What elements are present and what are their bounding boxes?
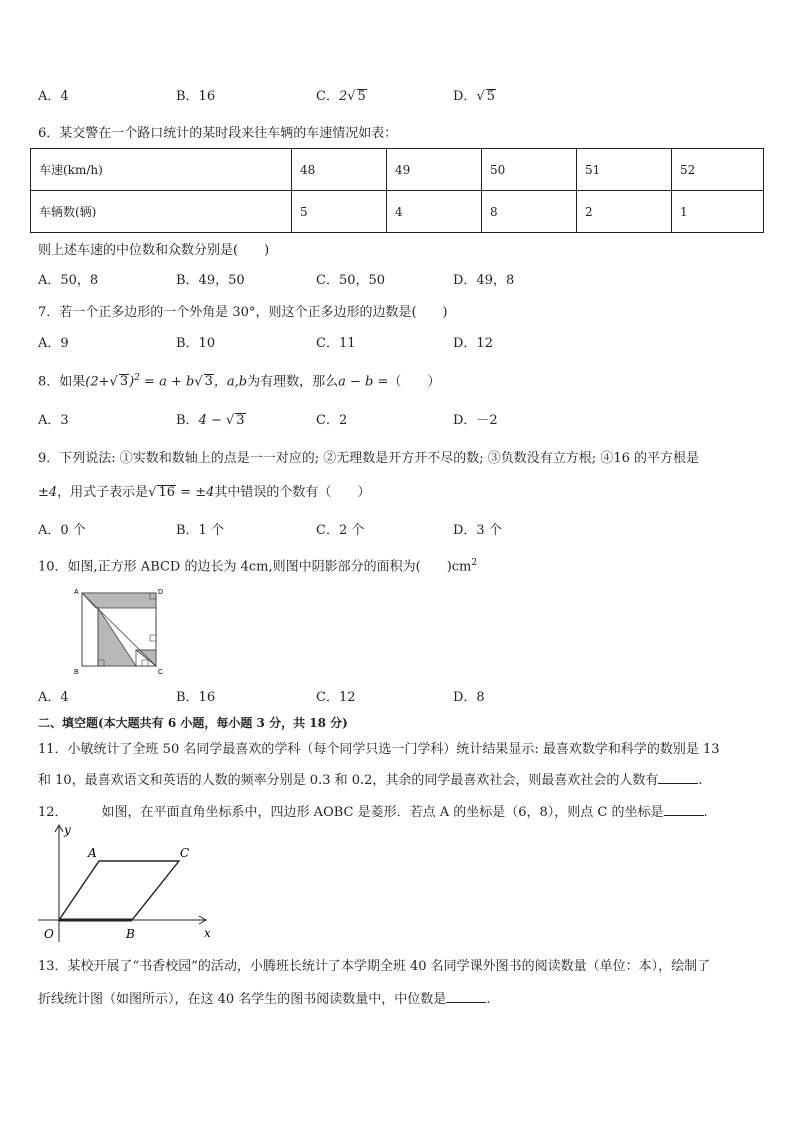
q8-prefix: 8．如果: [38, 374, 86, 390]
q7-option-b: B．10: [176, 336, 216, 351]
radical-sign: √: [347, 89, 356, 104]
q13-end: .: [486, 992, 491, 1007]
square-figure: [70, 584, 170, 679]
q11-line2: [38, 771, 703, 790]
answer-blank[interactable]: [446, 990, 486, 1003]
q10-unit-exponent: 2: [471, 558, 478, 568]
q8-expr-ab: a − b =: [338, 374, 389, 390]
radical-sign: √: [148, 485, 157, 500]
q8-expr-mid: ): [129, 374, 135, 390]
q12-number: 12．: [38, 805, 68, 820]
q8-vars: ，a,b: [213, 374, 248, 390]
table-cell: 车速(km/h): [31, 149, 292, 191]
shaded-region-top: [82, 593, 156, 608]
label-c: C: [158, 669, 164, 676]
label-b: B: [126, 927, 135, 941]
radical-sign: √: [109, 374, 118, 390]
table-cell: 51: [577, 149, 672, 191]
q12-stem: [38, 803, 708, 822]
table-cell: 48: [292, 149, 387, 191]
radical-sign: √: [476, 89, 485, 104]
q10-stem: [38, 554, 477, 576]
q6-option-a: A．50，8: [38, 273, 99, 288]
q5-option-c-prefix: C．: [316, 89, 339, 104]
radical-sign: √: [194, 374, 203, 390]
q8-rest: 为有理数，那么: [247, 374, 339, 390]
table-cell: 49: [387, 149, 482, 191]
q9-question-end: 其中错误的个数有（ ）: [214, 485, 371, 500]
q8-paren: （ ）: [388, 374, 441, 390]
label-x: x: [204, 926, 211, 940]
q5-option-c-radicand: 5: [357, 89, 366, 104]
q8-option-b-num: 4 −: [198, 413, 226, 428]
q9-result: = ±4: [176, 485, 215, 500]
q13-line2: [38, 990, 490, 1009]
q7-stem: 7．若一个正多边形的一个外角是 30°，则这个正多边形的边数是( ): [38, 305, 448, 320]
q8-option-d: D．－2: [453, 413, 498, 428]
q9-option-c: C．2 个: [316, 523, 365, 538]
q6-option-b: B．49，50: [176, 273, 245, 288]
rhombus-figure: [34, 822, 224, 946]
q12-stem-text: 如图，在平面直角坐标系中，四边形 AOBC 是菱形．若点 A 的坐标是（6，8），则点 C 的坐标是: [101, 805, 664, 820]
q11-line2-text: 和 10，最喜欢语文和英语的人数的频率分别是 0.3 和 0.2，其余的同学最喜欢社会，则最喜欢社会的人数有: [38, 773, 659, 788]
radical-sign: √: [226, 413, 235, 428]
table-cell: 车辆数(辆): [31, 191, 292, 233]
label-b: B: [74, 669, 79, 676]
label-a: A: [74, 589, 79, 596]
q9-line2: [38, 484, 370, 502]
q5-option-d-radicand: 5: [486, 89, 496, 104]
table-row: [31, 149, 764, 191]
q5-option-d-prefix: D．: [453, 89, 477, 104]
label-d: D: [158, 589, 164, 596]
q6-stem: 6．某交警在一个路口统计的某时段来往车辆的车速情况如表：: [38, 126, 398, 141]
q7-option-c: C．11: [316, 336, 356, 351]
q6-question: 则上述车速的中位数和众数分别是( ): [38, 243, 270, 258]
table-cell: 8: [482, 191, 577, 233]
q6-option-d: D．49，8: [453, 273, 515, 288]
speed-table: [30, 148, 764, 233]
table-cell: 52: [672, 149, 764, 191]
q7-option-d: D．12: [453, 336, 493, 351]
q10-stem-text: 10．如图,正方形 ABCD 的边长为 4cm,则图中阴影部分的面积为( )cm: [38, 559, 472, 575]
table-cell: 5: [292, 191, 387, 233]
q9-option-b: B．1 个: [176, 523, 224, 538]
table-cell: 1: [672, 191, 764, 233]
table-row: [31, 191, 764, 233]
label-o: O: [44, 927, 54, 941]
q9-expression-label: ，用式子表示是: [57, 485, 149, 500]
answer-blank[interactable]: [664, 803, 704, 816]
label-a: A: [88, 846, 97, 860]
q8-stem: [38, 369, 440, 391]
q8-radicand-2: 3: [204, 374, 213, 390]
right-angle-mark: [150, 635, 156, 641]
label-c: C: [180, 846, 190, 860]
q10-option-a: A．4: [38, 690, 69, 705]
q5-option-c-coef: 2: [338, 89, 348, 104]
q8-expr-left: (2+: [85, 374, 110, 390]
q13-line1: 13．某校开展了“书香校园”的活动，小腾班长统计了本学期全班 40 名同学课外图书的阅读数量（单位：本），绘制了: [38, 959, 711, 974]
answer-blank[interactable]: [658, 771, 698, 784]
q8-radicand-1: 3: [119, 374, 129, 390]
q8-expr-eq: = a + b: [139, 374, 195, 390]
q12-end: .: [703, 805, 708, 820]
q8-option-b: [176, 412, 246, 430]
q9-option-a: A．0 个: [38, 523, 86, 538]
q8-option-b-prefix: B．: [176, 413, 199, 428]
q13-line2-text: 折线统计图（如图所示），在这 40 名学生的图书阅读数量中，中位数是: [38, 992, 447, 1007]
q9-pm4: ±4: [38, 485, 58, 500]
q11-line1: 11．小敏统计了全班 50 名同学最喜欢的学科（每个同学只选一门学科）统计结果显示: 最喜欢数学和科学的数别是 13: [38, 742, 720, 757]
q7-option-a: A．9: [38, 336, 69, 351]
q8-option-b-radicand: 3: [236, 413, 245, 428]
right-angle-mark: [142, 660, 148, 666]
q6-option-c: C．50，50: [316, 273, 386, 288]
q8-exponent: 2: [134, 373, 140, 383]
q5-option-d: [453, 88, 496, 106]
table-cell: 2: [577, 191, 672, 233]
q8-option-a: A．3: [38, 413, 69, 428]
q9-line1: 9．下列说法: ①实数和数轴上的点是一一对应的; ②无理数是开方开不尽的数; ③负数没有立方根; ④16 的平方根是: [38, 451, 699, 466]
q9-option-d: D．3 个: [453, 523, 502, 538]
q10-option-b: B．16: [176, 690, 216, 705]
q5-option-c: [316, 88, 367, 106]
rhombus-aobc: [59, 861, 179, 920]
section-2-title: 二、填空题(本大题共有 6 小题，每小题 3 分，共 18 分): [38, 716, 348, 730]
q5-option-a: A．4: [38, 89, 69, 104]
label-y: y: [64, 823, 71, 837]
table-cell: 4: [387, 191, 482, 233]
q8-option-c: C．2: [316, 413, 348, 428]
q10-option-d: D．8: [453, 690, 485, 705]
shaded-region-left: [98, 608, 136, 666]
q10-option-c: C．12: [316, 690, 356, 705]
table-cell: 50: [482, 149, 577, 191]
q9-radicand: 16: [158, 485, 176, 500]
q5-option-b: B．16: [176, 89, 216, 104]
q11-end: .: [698, 773, 703, 788]
